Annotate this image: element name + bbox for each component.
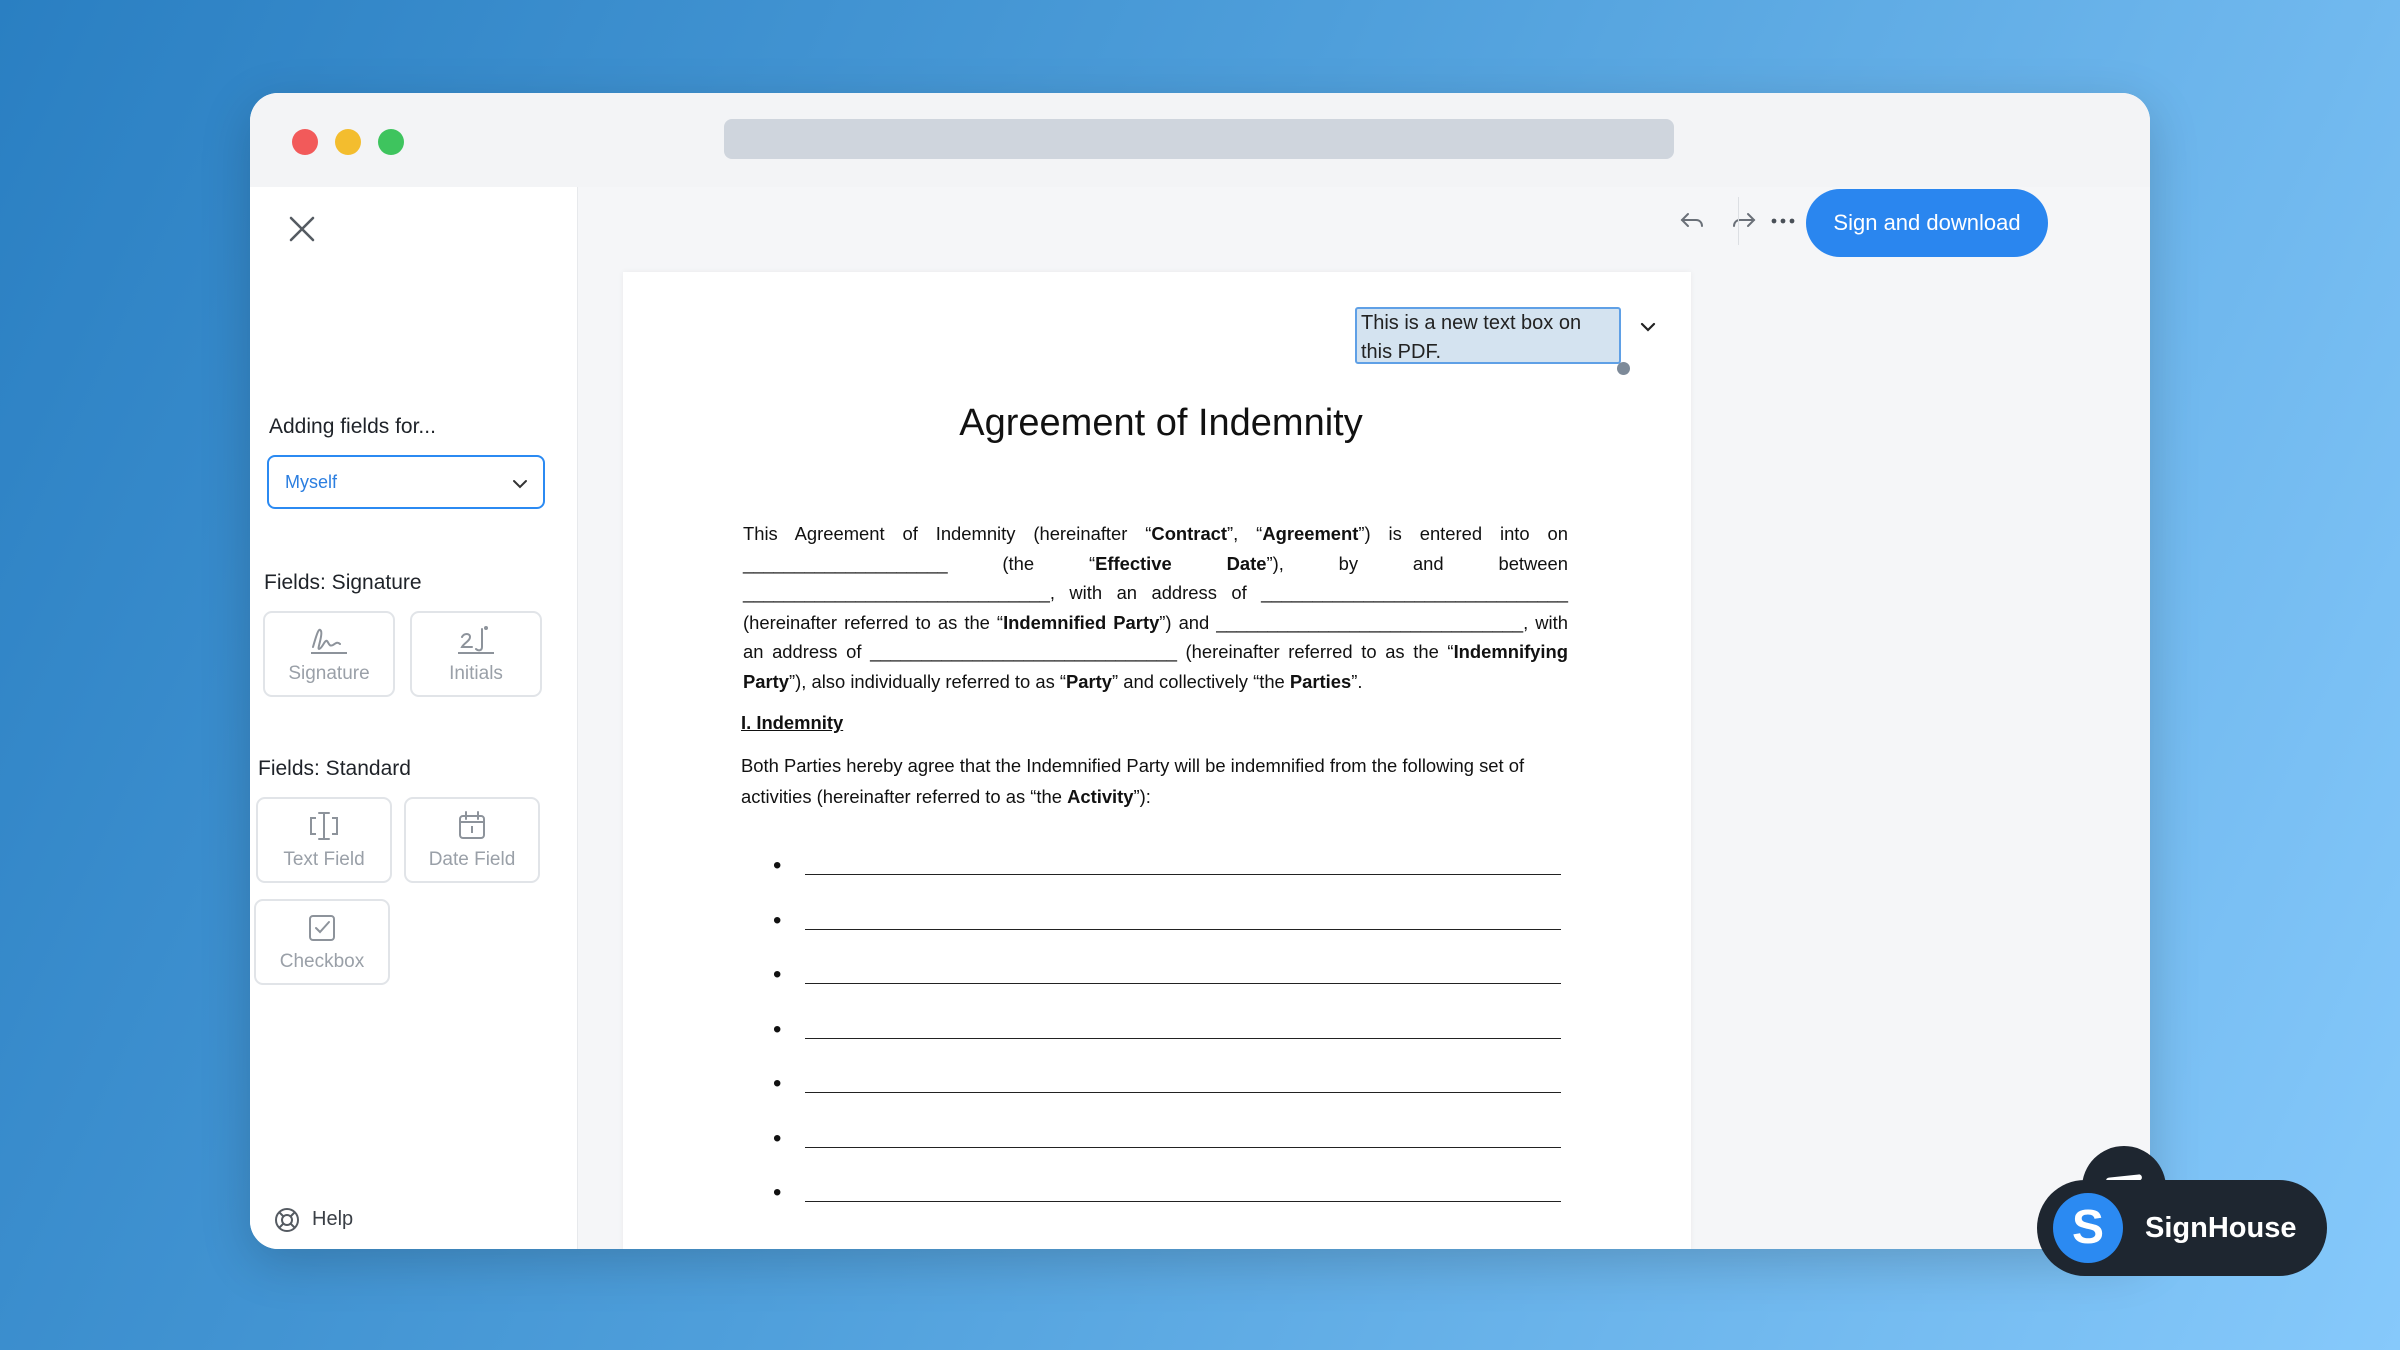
activities-paragraph: Both Parties hereby agree that the Indemnified Party will be indemnified from the following set of activities (hereinafter referred to as “the Activity”): xyxy=(741,755,1525,807)
list-item: • xyxy=(773,1070,1573,1125)
text-field-tile[interactable] xyxy=(256,797,392,883)
signature-tile-label: Signature xyxy=(288,663,370,684)
minimize-window-button[interactable] xyxy=(335,129,361,155)
date-field-tile[interactable] xyxy=(404,797,540,883)
pdf-text-box[interactable]: This is a new text box on this PDF. xyxy=(1355,307,1621,364)
adding-fields-label: Adding fields for... xyxy=(269,415,436,438)
text-cursor-icon xyxy=(306,809,342,843)
date-field-tile-label: Date Field xyxy=(428,849,516,870)
toolbar-divider xyxy=(1738,197,1739,245)
pdf-page xyxy=(623,272,1691,1249)
signer-select-value: Myself xyxy=(285,472,338,492)
brand-name: SignHouse xyxy=(2145,1212,2297,1244)
signature-field-tile[interactable] xyxy=(263,611,395,697)
browser-titlebar xyxy=(250,93,2150,188)
brand-logo: S xyxy=(2053,1193,2123,1263)
standard-fields-heading: Fields: Standard xyxy=(258,757,411,780)
more-options-icon[interactable] xyxy=(1769,215,1797,227)
signature-fields-heading: Fields: Signature xyxy=(264,571,422,594)
brand-badge xyxy=(2037,1180,2327,1276)
chevron-down-icon xyxy=(511,475,529,493)
list-item: • xyxy=(773,852,1573,907)
calendar-icon xyxy=(455,809,489,843)
help-label: Help xyxy=(312,1208,354,1230)
undo-icon[interactable] xyxy=(1678,209,1706,233)
list-item: • xyxy=(773,1125,1573,1180)
lifebuoy-icon xyxy=(272,1205,302,1235)
list-item: • xyxy=(773,961,1573,1016)
initials-tile-label: Initials xyxy=(449,663,503,684)
signer-select[interactable] xyxy=(267,455,545,509)
list-item: • xyxy=(773,1179,1573,1234)
initials-field-tile[interactable] xyxy=(410,611,542,697)
text-box-options-chevron-icon[interactable] xyxy=(1638,317,1658,337)
app-window xyxy=(250,93,2150,1249)
activity-list xyxy=(773,852,1573,1234)
checkbox-field-tile[interactable] xyxy=(254,899,390,985)
list-item: • xyxy=(773,1016,1573,1071)
maximize-window-button[interactable] xyxy=(378,129,404,155)
document-title: Agreement of Indemnity xyxy=(959,402,1363,444)
fields-sidebar xyxy=(250,187,578,1249)
address-bar[interactable] xyxy=(724,119,1674,159)
text-field-tile-label: Text Field xyxy=(283,849,365,870)
agreement-paragraph: This Agreement of Indemnity (hereinafter “Contract”, “Agreement”) is entered into on ____________________ (the “Effective Date”), by and between ______________________________, with an address of ______________________________ (hereinafter referred to as the “Indemnified Party”) and ______________________________, with an address of ______________________________ (hereinafter referred to as the “Indemnifying Party”), also individually referred to as “Party” and collectively “the Parties”. xyxy=(743,523,1568,692)
sign-and-download-button[interactable]: Sign and download xyxy=(1806,189,2048,257)
document-workspace xyxy=(578,187,2150,1249)
checkbox-tile-label: Checkbox xyxy=(279,951,365,972)
section-heading: I. Indemnity xyxy=(741,712,844,733)
checkbox-icon xyxy=(305,911,339,945)
signature-icon xyxy=(307,623,351,657)
close-icon[interactable] xyxy=(284,211,320,247)
close-window-button[interactable] xyxy=(292,129,318,155)
list-item: • xyxy=(773,907,1573,962)
text-box-resize-handle[interactable] xyxy=(1617,362,1630,375)
initials-icon xyxy=(454,623,498,657)
redo-icon[interactable] xyxy=(1730,209,1758,233)
